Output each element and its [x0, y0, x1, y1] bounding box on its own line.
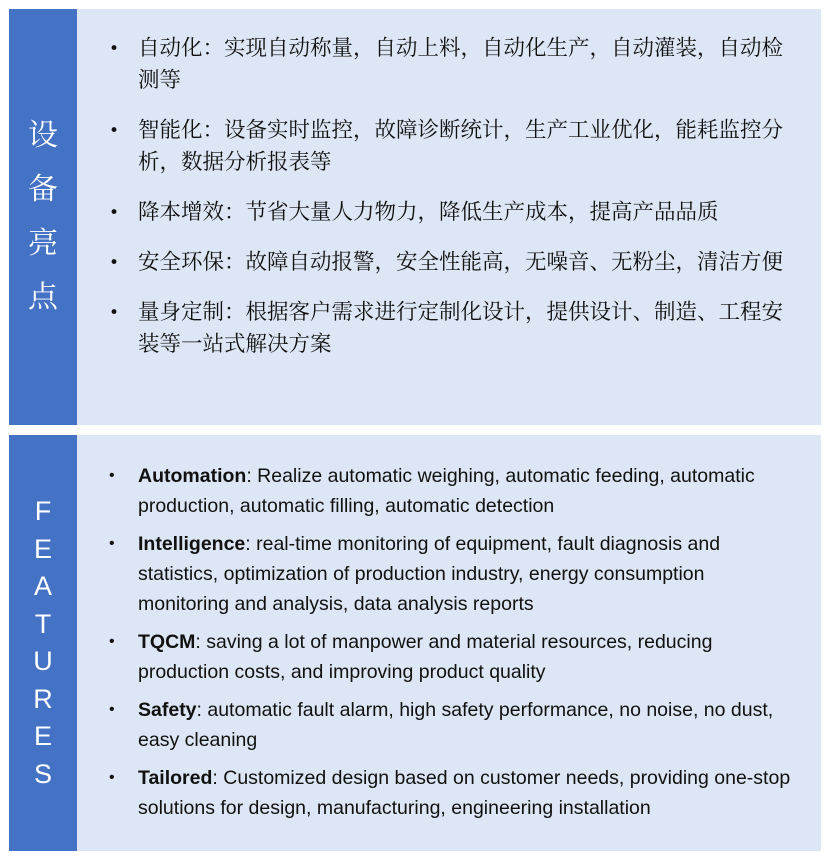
section-title-char: 设 — [28, 118, 58, 153]
highlights-list-cn — [109, 33, 791, 379]
highlight-text: 量身定制：根据客户需求进行定制化设计，提供设计、制造、工程安装等一站式解决方案 — [138, 300, 784, 357]
section-title-char: 备 — [28, 172, 58, 207]
highlight-text: 自动化：实现自动称量，自动上料，自动化生产，自动灌装，自动检测等 — [138, 36, 784, 93]
section-title-char: 点 — [28, 280, 58, 315]
feature-description: : Customized design based on customer needs, providing one-stop solutions for design, manufacturing, engineering installation — [138, 767, 791, 819]
highlight-text: 降本增效：节省大量人力物力，降低生产成本，提高产品品质 — [138, 200, 719, 225]
list-item — [109, 197, 791, 229]
bullet-icon: • — [109, 535, 115, 552]
section-title-char: U — [33, 646, 53, 676]
feature-term: Automation — [138, 465, 247, 487]
feature-description: : real-time monitoring of equipment, fault diagnosis and statistics, optimization of production industry, energy consumption monitoring and analysis, data analysis reports — [138, 533, 721, 615]
feature-term: Safety — [138, 699, 197, 721]
list-item — [109, 695, 791, 755]
bullet-icon: • — [109, 467, 115, 484]
list-item — [109, 627, 791, 687]
bullet-icon: • — [109, 121, 120, 141]
section-title-en — [9, 435, 77, 851]
bullet-icon: • — [109, 303, 120, 323]
bullet-icon: • — [109, 633, 115, 650]
equipment-highlights-panel-cn — [9, 9, 821, 425]
section-title-char: E — [33, 533, 52, 564]
bullet-icon: • — [109, 203, 120, 223]
section-title-char: A — [33, 571, 52, 601]
section-title-char: S — [33, 758, 52, 789]
list-item — [109, 763, 791, 823]
feature-description: : automatic fault alarm, high safety performance, no noise, no dust, easy cleaning — [138, 699, 774, 751]
list-item — [109, 115, 791, 179]
section-title-char: R — [33, 683, 53, 714]
section-title-cn — [9, 9, 77, 425]
bullet-icon: • — [109, 39, 120, 59]
feature-term: Intelligence — [138, 533, 246, 555]
list-item — [109, 33, 791, 97]
list-item — [109, 529, 791, 619]
section-title-char: 亮 — [28, 226, 58, 261]
highlight-text: 智能化：设备实时监控，故障诊断统计，生产工业优化，能耗监控分析，数据分析报表等 — [138, 118, 784, 175]
section-title-char: T — [34, 608, 52, 639]
list-item — [109, 461, 791, 521]
feature-description: : Realize automatic weighing, automatic feeding, automatic production, automatic filling, automatic detection — [138, 465, 755, 517]
features-list-en — [109, 461, 791, 831]
feature-term: Tailored — [138, 767, 213, 789]
highlight-text: 安全环保：故障自动报警，安全性能高，无噪音、无粉尘，清洁方便 — [138, 250, 784, 275]
features-panel-en — [9, 435, 821, 851]
feature-term: TQCM — [138, 631, 196, 653]
bullet-icon: • — [109, 769, 115, 786]
section-title-char: F — [34, 496, 52, 526]
bullet-icon: • — [109, 701, 115, 718]
list-item — [109, 297, 791, 361]
bullet-icon: • — [109, 253, 120, 273]
list-item — [109, 247, 791, 279]
feature-description: : saving a lot of manpower and material resources, reducing production costs, and improving product quality — [138, 631, 713, 683]
section-title-char: E — [33, 721, 52, 751]
